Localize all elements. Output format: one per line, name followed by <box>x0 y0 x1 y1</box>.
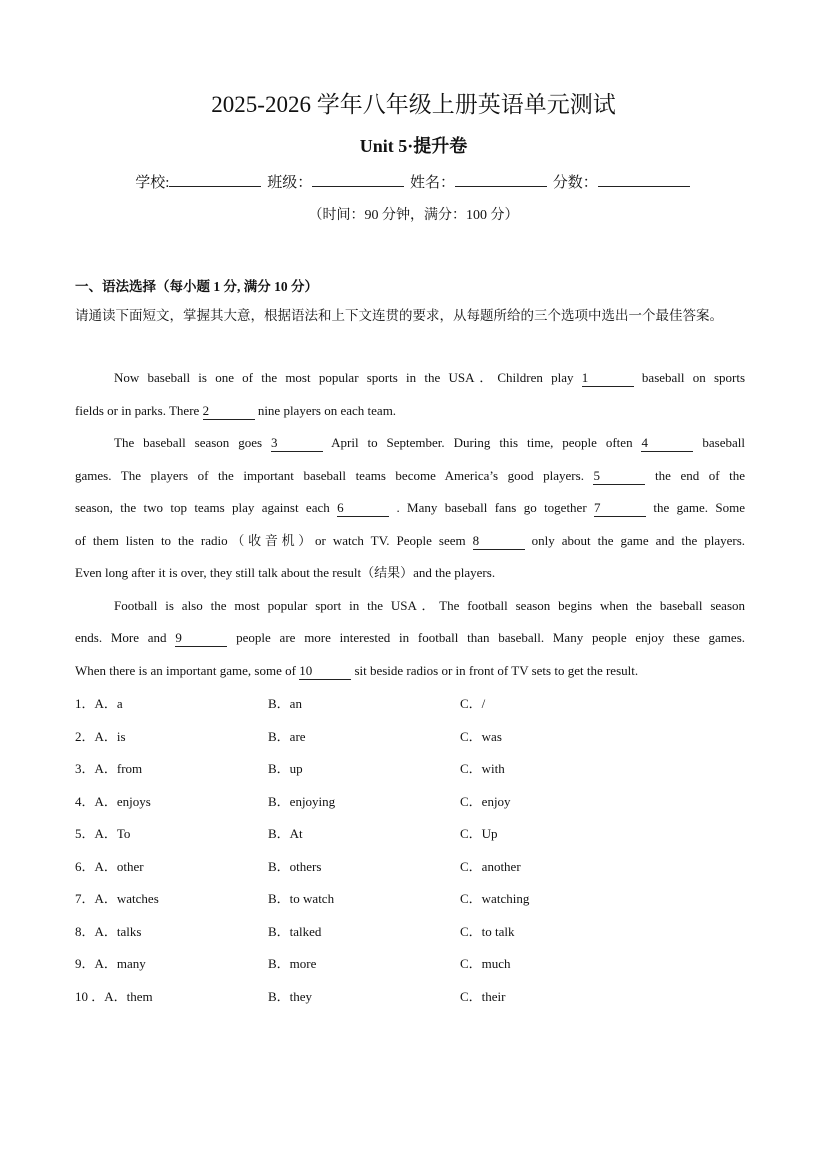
name-label: 姓名： <box>409 175 455 191</box>
question-row <box>75 916 755 949</box>
passage-text: nine players on each team. <box>257 402 397 418</box>
option-a: 4．A．enjoys <box>75 793 151 809</box>
passage-text: When there is an important game, some of <box>75 662 300 678</box>
option-c: C．their <box>460 988 506 1004</box>
answer-blank: 5 <box>593 469 645 485</box>
option-c: C．was <box>460 728 502 744</box>
option-a: 6．A．other <box>75 858 144 874</box>
question-row <box>75 851 755 884</box>
name-blank <box>455 172 547 187</box>
option-b: B．are <box>268 728 306 744</box>
passage-text: The baseball season goes <box>114 435 271 450</box>
question-row <box>75 753 755 786</box>
option-c: C．another <box>460 858 521 874</box>
option-c: C．watching <box>460 891 530 906</box>
option-b: B．an <box>268 696 302 711</box>
question-row <box>75 786 755 819</box>
option-b: B．enjoying <box>268 793 336 809</box>
page-title: 2025-2026 学年八年级上册英语单元测试 <box>211 92 616 117</box>
option-c: C．to talk <box>460 923 515 939</box>
passage-text: . Many baseball fans go together <box>396 500 595 515</box>
passage-text: of them listen to the radio（收音机）or watch TV. People seem <box>75 532 473 548</box>
option-a: 10 ．A．them <box>75 988 153 1004</box>
passage <box>75 362 745 687</box>
option-a: 7．A．watches <box>75 891 159 906</box>
passage-line <box>75 557 745 590</box>
answer-blank: 4 <box>641 436 693 452</box>
answer-blank: 2 <box>203 404 255 420</box>
passage-text: April to September. During this time, people often <box>331 435 642 450</box>
option-c: C．with <box>460 761 505 776</box>
option-b: B．At <box>268 826 303 841</box>
answer-blank: 9 <box>175 631 227 647</box>
question-row <box>75 981 755 1014</box>
passage-text: Now baseball is one of the most popular sports in the USA．Children play <box>114 370 582 385</box>
question-options <box>75 688 755 1013</box>
passage-line <box>75 362 745 395</box>
passage-text: the game. Some <box>653 500 745 515</box>
school-blank <box>169 172 261 187</box>
school-label: 学校: <box>135 175 170 191</box>
option-b: B．more <box>268 956 317 971</box>
option-c: C．enjoy <box>460 793 511 809</box>
passage-line <box>75 590 745 623</box>
passage-text: games. The players of the important baseball teams become America’s good players. <box>75 467 594 483</box>
option-a: 8．A．talks <box>75 923 142 939</box>
answer-blank: 7 <box>594 501 646 517</box>
option-a: 2．A．is <box>75 728 126 744</box>
answer-blank: 8 <box>473 534 525 550</box>
student-info-fields <box>0 171 827 192</box>
question-row <box>75 883 755 916</box>
passage-text: the end of the <box>655 467 745 483</box>
question-row <box>75 948 755 981</box>
option-a: 3．A．from <box>75 761 143 776</box>
answer-blank: 6 <box>337 501 389 517</box>
option-c: C．much <box>460 956 511 971</box>
score-label: 分数： <box>552 175 598 191</box>
option-a: 5．A．To <box>75 826 131 841</box>
passage-line <box>75 525 745 558</box>
passage-text: baseball <box>702 435 745 450</box>
option-a: 1．A．a <box>75 696 123 711</box>
option-b: B．talked <box>268 923 322 939</box>
page-subtitle: Unit 5·提升卷 <box>359 136 468 156</box>
option-b: B．they <box>268 988 313 1004</box>
answer-blank: 10 <box>299 664 351 680</box>
section-instruction: 请通读下面短文，掌握其大意，根据语法和上下文连贯的要求，从每题所给的三个选项中选出一个最佳答案。 <box>75 308 723 323</box>
class-blank <box>312 172 404 187</box>
passage-line <box>75 395 745 428</box>
passage-line <box>75 427 745 460</box>
passage-text: ends. More and <box>75 630 176 645</box>
passage-text: baseball on sports <box>641 370 746 385</box>
question-row <box>75 721 755 754</box>
passage-text: people are more interested in football than baseball. Many people enjoy these games. <box>236 630 746 645</box>
option-c: C．/ <box>460 696 486 711</box>
passage-text: Football is also the most popular sport in the USA．The football season begins when the baseball season <box>114 597 745 613</box>
option-c: C．Up <box>460 826 498 841</box>
question-row <box>75 818 755 851</box>
time-note: （时间：90 分钟，满分：100 分） <box>308 208 519 223</box>
passage-text: Even long after it is over, they still talk about the result（结果）and the players. <box>75 565 496 580</box>
passage-text: season, the two top teams play against each <box>75 500 338 515</box>
option-b: B．others <box>268 858 322 874</box>
passage-line <box>75 460 745 493</box>
passage-text: only about the game and the players. <box>531 532 745 548</box>
question-row <box>75 688 755 721</box>
option-b: B．to watch <box>268 891 335 906</box>
passage-text: sit beside radios or in front of TV sets to get the result. <box>354 662 639 678</box>
answer-blank: 1 <box>582 371 634 387</box>
option-b: B．up <box>268 761 303 776</box>
passage-line <box>75 622 745 655</box>
option-a: 9．A．many <box>75 956 146 971</box>
score-blank <box>598 172 690 187</box>
class-label: 班级： <box>267 175 313 191</box>
passage-line <box>75 655 745 688</box>
passage-text: fields or in parks. There <box>75 402 203 418</box>
passage-line <box>75 492 745 525</box>
section-heading: 一、语法选择（每小题 1 分, 满分 10 分） <box>75 279 318 294</box>
answer-blank: 3 <box>271 436 323 452</box>
